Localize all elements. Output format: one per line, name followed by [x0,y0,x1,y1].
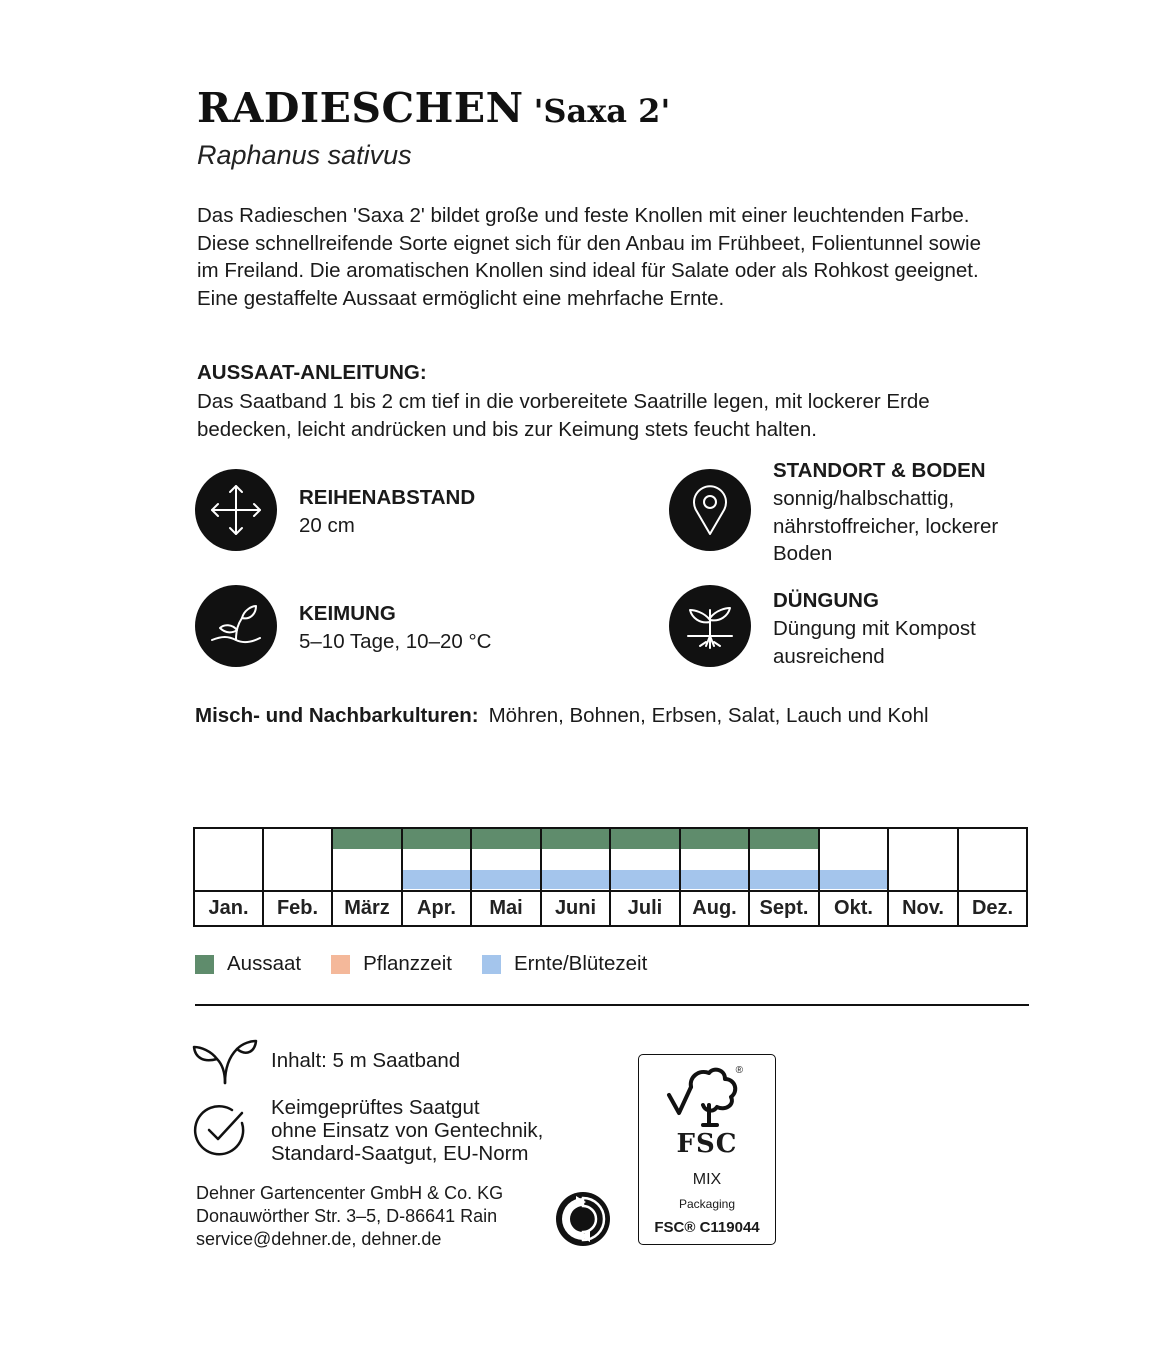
checkmark-circle-icon [192,1101,250,1159]
fsc-code: FSC® C119044 [654,1219,760,1236]
month-label: Apr. [403,890,470,925]
harvest-bar [542,870,609,889]
month-label: Aug. [681,890,748,925]
germination-label: KEIMUNG [299,602,396,625]
legend-label: Ernte/Blütezeit [513,952,648,975]
location-info [773,457,998,568]
location-line: nährstoffreicher, lockerer [773,514,999,538]
month-label: Dez. [959,890,1026,925]
product-name: RADIESCHEN [197,84,524,132]
calendar-month [959,829,1026,925]
company-address [196,1182,503,1251]
description-line: im Freiland. Die aromatischen Knollen sind ideal für Salate oder als Rohkost geeignet. [197,259,979,282]
fertilizing-label: DÜNGUNG [773,589,879,612]
row-spacing-value: 20 cm [299,514,355,537]
sowing-bar [611,829,679,849]
green-dot-recycling-icon [554,1190,612,1248]
harvest-bar [820,870,887,889]
legend-label: Pflanzzeit [363,952,452,975]
fsc-logo-text: FSC [676,1129,738,1159]
arrows-cross-icon [195,469,277,551]
quality-info [271,1096,543,1165]
legend-label: Aussaat [227,952,302,975]
address-line: Dehner Gartencenter GmbH & Co. KG [196,1183,504,1203]
companion-label: Misch- und Nachbarkulturen: [195,704,479,727]
address-line: service@dehner.de, dehner.de [196,1229,442,1249]
calendar-month [750,829,820,925]
sowing-line: bedecken, leicht andrücken und bis zur Keimung stets feucht halten. [197,417,817,441]
companion-value: Möhren, Bohnen, Erbsen, Salat, Lauch und Kohl [488,704,929,727]
sowing-heading: AUSSAAT-ANLEITUNG: [197,361,427,384]
calendar-legend [195,952,677,976]
harvest-bar [472,870,540,889]
fsc-packaging: Packaging [678,1197,736,1211]
companion-plants [195,704,929,728]
leaves-icon [191,1033,259,1085]
quality-line: Standard-Saatgut, EU-Norm [271,1142,529,1165]
legend-swatch-sowing [195,955,214,974]
calendar-month [333,829,403,925]
fsc-label [638,1054,776,1245]
fsc-registered: ® [735,1065,743,1076]
sprout-icon [195,585,277,667]
row-spacing-info [299,484,475,540]
variety-name: 'Saxa 2' [533,92,671,130]
calendar-month [472,829,542,925]
sowing-bar [333,829,401,849]
sowing-bar [681,829,748,849]
sowing-line: Das Saatband 1 bis 2 cm tief in die vorbereitete Saatrille legen, mit lockerer Erde [197,390,930,413]
fertilizing-line: Düngung mit Kompost [773,617,976,640]
location-line: Boden [773,542,833,565]
address-line: Donauwörther Str. 3–5, D-86641 Rain [196,1206,498,1226]
sowing-bar [403,829,470,849]
month-label: Feb. [264,890,331,925]
legend-planting [331,952,452,976]
calendar-month [889,829,959,925]
seasonal-calendar [193,827,1028,927]
row-spacing-label: REIHENABSTAND [299,486,476,509]
calendar-month [264,829,333,925]
content-info: Inhalt: 5 m Saatband [271,1049,461,1072]
calendar-month [542,829,611,925]
description-line: Diese schnellreifende Sorte eignet sich für den Anbau im Frühbeet, Folientunnel sowie [197,231,982,255]
legend-swatch-planting [331,955,350,974]
calendar-month [195,829,264,925]
month-label: Juni [542,890,609,925]
location-label: STANDORT & BODEN [773,459,986,482]
month-label: Jan. [195,890,262,925]
calendar-month [611,829,681,925]
description-line: Das Radieschen 'Saxa 2' bildet große und feste Knollen mit einer leuchtenden Farbe. [197,204,970,227]
product-description [197,202,1027,312]
month-label: Nov. [889,890,957,925]
section-divider [195,1004,1029,1006]
month-label: Okt. [820,890,887,925]
germination-info [299,600,491,656]
harvest-bar [750,870,818,889]
calendar-month [403,829,472,925]
fertilizing-line: ausreichend [773,644,885,668]
sowing-bar [472,829,540,849]
legend-sowing [195,952,301,976]
latin-name: Raphanus sativus [197,140,412,170]
legend-harvest [482,952,647,976]
quality-line: Keimgeprüftes Saatgut [271,1096,480,1119]
harvest-bar [403,870,470,889]
month-label: März [333,890,401,925]
description-line: Eine gestaffelte Aussaat ermöglicht eine mehrfache Ernte. [197,286,725,310]
fsc-mix: MIX [692,1171,722,1188]
location-pin-icon [669,469,751,551]
quality-line: ohne Einsatz von Gentechnik, [271,1119,544,1142]
sowing-instructions [197,388,1027,443]
fertilizing-info [773,587,976,670]
month-label: Sept. [750,890,818,925]
month-label: Juli [611,890,679,925]
legend-swatch-harvest [482,955,501,974]
harvest-bar [681,870,748,889]
calendar-month [681,829,750,925]
harvest-bar [611,870,679,889]
month-label: Mai [472,890,540,925]
sowing-bar [750,829,818,849]
location-line: sonnig/halbschattig, [773,487,955,510]
product-title [197,84,670,132]
germination-value: 5–10 Tage, 10–20 °C [299,630,492,653]
plant-roots-icon [669,585,751,667]
sowing-bar [542,829,609,849]
calendar-month [820,829,889,925]
